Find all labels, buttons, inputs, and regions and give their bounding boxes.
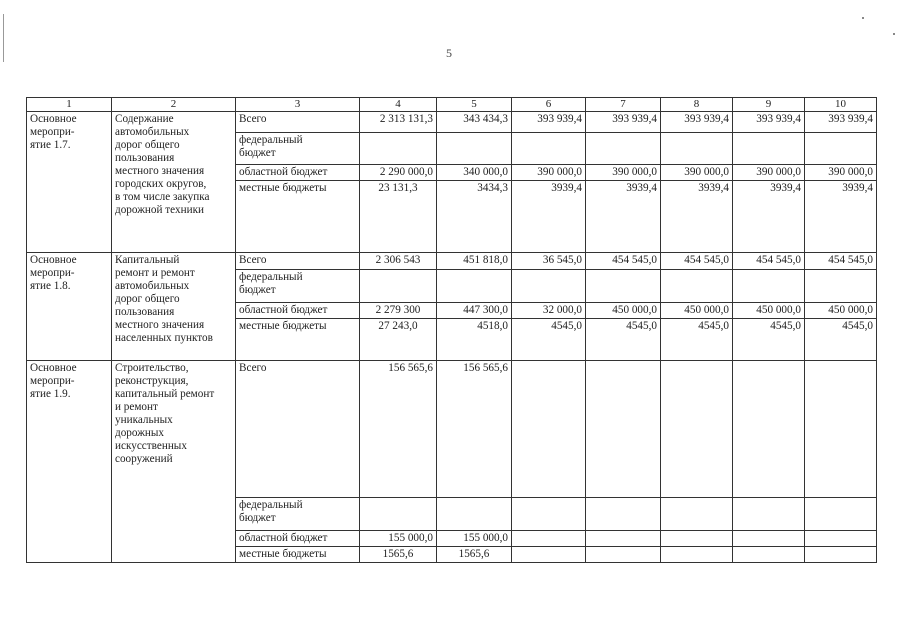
value-cell xyxy=(661,361,733,498)
source-label xyxy=(236,270,360,303)
value-cell xyxy=(586,361,661,498)
value-cell xyxy=(805,270,877,303)
measure-title-line: дорожной техники xyxy=(115,204,204,216)
value-cell: 4545,0 xyxy=(586,319,661,361)
measure-title-line: дорог общего xyxy=(115,139,180,151)
value-cell: 36 545,0 xyxy=(512,253,586,270)
source-label-line: федеральный xyxy=(239,134,303,146)
header-cell: 4 xyxy=(360,98,437,112)
header-cell: 6 xyxy=(512,98,586,112)
value-cell: 4545,0 xyxy=(512,319,586,361)
value-cell xyxy=(733,133,805,165)
measure-code-line: ятие 1.7. xyxy=(30,139,71,151)
value-cell xyxy=(512,270,586,303)
value-cell: 155 000,0 xyxy=(360,531,437,547)
scan-mark xyxy=(3,14,4,62)
source-label: местные бюджеты xyxy=(236,319,360,361)
table-row xyxy=(27,361,877,498)
value-cell xyxy=(586,547,661,563)
value-cell xyxy=(360,133,437,165)
value-cell: 3434,3 xyxy=(437,181,512,253)
value-cell xyxy=(661,531,733,547)
header-cell: 9 xyxy=(733,98,805,112)
measure-code-line: меропри- xyxy=(30,126,75,138)
measure-title-line: городских округов, xyxy=(115,178,207,190)
value-cell xyxy=(512,531,586,547)
measure-code-line: меропри- xyxy=(30,375,75,387)
value-cell: 23 131,3 xyxy=(360,181,437,253)
value-cell: 343 434,3 xyxy=(437,112,512,133)
value-cell: 2 313 131,3 xyxy=(360,112,437,133)
source-label: областной бюджет xyxy=(236,531,360,547)
header-cell: 10 xyxy=(805,98,877,112)
value-cell: 3939,4 xyxy=(512,181,586,253)
measure-title-line: и ремонт xyxy=(115,401,158,413)
source-label: областной бюджет xyxy=(236,165,360,181)
value-cell: 4545,0 xyxy=(661,319,733,361)
source-label-line: бюджет xyxy=(239,147,276,159)
value-cell xyxy=(805,361,877,498)
value-cell: 450 000,0 xyxy=(661,303,733,319)
measure-code-cell xyxy=(27,253,112,361)
value-cell xyxy=(586,133,661,165)
measure-code-line: Основное xyxy=(30,254,77,266)
measure-title-line: Капитальный xyxy=(115,254,180,266)
value-cell: 390 000,0 xyxy=(512,165,586,181)
value-cell: 4545,0 xyxy=(805,319,877,361)
measure-title-line: дорог общего xyxy=(115,293,180,305)
value-cell xyxy=(512,547,586,563)
value-cell: 393 939,4 xyxy=(733,112,805,133)
header-cell: 2 xyxy=(112,98,236,112)
value-cell xyxy=(586,531,661,547)
value-cell: 156 565,6 xyxy=(437,361,512,498)
value-cell: 447 300,0 xyxy=(437,303,512,319)
value-cell: 155 000,0 xyxy=(437,531,512,547)
value-cell xyxy=(586,270,661,303)
measure-title-line: Строительство, xyxy=(115,362,189,374)
value-cell: 27 243,0 xyxy=(360,319,437,361)
source-label: Всего xyxy=(236,361,360,498)
value-cell xyxy=(437,498,512,531)
source-label-line: бюджет xyxy=(239,284,276,296)
value-cell: 156 565,6 xyxy=(360,361,437,498)
value-cell xyxy=(512,361,586,498)
value-cell: 393 939,4 xyxy=(805,112,877,133)
value-cell: 454 545,0 xyxy=(661,253,733,270)
value-cell xyxy=(661,498,733,531)
source-label: Всего xyxy=(236,253,360,270)
value-cell: 450 000,0 xyxy=(805,303,877,319)
value-cell: 32 000,0 xyxy=(512,303,586,319)
measure-title-line: капитальный ремонт xyxy=(115,388,215,400)
measure-code-line: ятие 1.9. xyxy=(30,388,71,400)
table-row xyxy=(27,253,877,270)
value-cell xyxy=(661,270,733,303)
measure-title-line: пользования xyxy=(115,152,175,164)
value-cell: 451 818,0 xyxy=(437,253,512,270)
value-cell xyxy=(733,270,805,303)
measure-code-line: ятие 1.8. xyxy=(30,280,71,292)
measure-title-line: местного значения xyxy=(115,165,205,177)
budget-table xyxy=(26,97,877,563)
value-cell: 450 000,0 xyxy=(733,303,805,319)
value-cell: 2 290 000,0 xyxy=(360,165,437,181)
header-cell: 5 xyxy=(437,98,512,112)
value-cell xyxy=(805,498,877,531)
source-label xyxy=(236,133,360,165)
value-cell: 2 279 300 xyxy=(360,303,437,319)
value-cell xyxy=(661,133,733,165)
source-label: Всего xyxy=(236,112,360,133)
value-cell xyxy=(733,547,805,563)
value-cell xyxy=(805,547,877,563)
value-cell: 3939,4 xyxy=(586,181,661,253)
value-cell xyxy=(805,531,877,547)
source-label xyxy=(236,498,360,531)
measure-title-line: Содержание xyxy=(115,113,174,125)
value-cell xyxy=(733,498,805,531)
value-cell xyxy=(661,547,733,563)
value-cell: 393 939,4 xyxy=(512,112,586,133)
page-number: 5 xyxy=(446,46,452,60)
value-cell xyxy=(733,531,805,547)
measure-title-line: реконструкция, xyxy=(115,375,189,387)
value-cell xyxy=(512,133,586,165)
source-label-line: федеральный xyxy=(239,271,303,283)
value-cell: 4518,0 xyxy=(437,319,512,361)
measure-code-cell xyxy=(27,112,112,253)
measure-code-line: меропри- xyxy=(30,267,75,279)
source-label-line: федеральный xyxy=(239,499,303,511)
value-cell xyxy=(360,270,437,303)
measure-title-line: уникальных xyxy=(115,414,173,426)
value-cell xyxy=(360,498,437,531)
value-cell: 454 545,0 xyxy=(805,253,877,270)
source-label: областной бюджет xyxy=(236,303,360,319)
measure-title-cell xyxy=(112,361,236,563)
source-label: местные бюджеты xyxy=(236,181,360,253)
value-cell: 393 939,4 xyxy=(661,112,733,133)
value-cell: 390 000,0 xyxy=(586,165,661,181)
measure-title-line: автомобильных xyxy=(115,280,190,292)
value-cell: 450 000,0 xyxy=(586,303,661,319)
header-cell: 3 xyxy=(236,98,360,112)
measure-title-line: населенных пунктов xyxy=(115,332,213,344)
value-cell xyxy=(512,498,586,531)
value-cell: 454 545,0 xyxy=(586,253,661,270)
scan-dot xyxy=(862,17,864,19)
source-label-line: бюджет xyxy=(239,512,276,524)
value-cell: 340 000,0 xyxy=(437,165,512,181)
value-cell xyxy=(805,133,877,165)
measure-title-line: ремонт и ремонт xyxy=(115,267,195,279)
value-cell: 454 545,0 xyxy=(733,253,805,270)
header-cell: 1 xyxy=(27,98,112,112)
value-cell: 390 000,0 xyxy=(805,165,877,181)
measure-title-line: сооружений xyxy=(115,453,173,465)
scan-dot xyxy=(893,33,895,35)
measure-title-line: в том числе закупка xyxy=(115,191,210,203)
measure-title-line: пользования xyxy=(115,306,175,318)
measure-title-line: дорожных xyxy=(115,427,165,439)
header-cell: 8 xyxy=(661,98,733,112)
header-cell: 7 xyxy=(586,98,661,112)
measure-code-cell xyxy=(27,361,112,563)
value-cell: 393 939,4 xyxy=(586,112,661,133)
value-cell xyxy=(586,498,661,531)
measure-code-line: Основное xyxy=(30,113,77,125)
value-cell: 4545,0 xyxy=(733,319,805,361)
measure-title-cell xyxy=(112,112,236,253)
value-cell xyxy=(437,133,512,165)
value-cell: 390 000,0 xyxy=(733,165,805,181)
table-row xyxy=(27,112,877,133)
value-cell: 2 306 543 xyxy=(360,253,437,270)
header-row xyxy=(27,98,877,112)
value-cell: 1565,6 xyxy=(437,547,512,563)
value-cell: 3939,4 xyxy=(733,181,805,253)
value-cell: 3939,4 xyxy=(661,181,733,253)
measure-title-line: местного значения xyxy=(115,319,205,331)
value-cell: 1565,6 xyxy=(360,547,437,563)
measure-code-line: Основное xyxy=(30,362,77,374)
value-cell xyxy=(733,361,805,498)
value-cell xyxy=(437,270,512,303)
measure-title-cell xyxy=(112,253,236,361)
value-cell: 390 000,0 xyxy=(661,165,733,181)
measure-title-line: автомобильных xyxy=(115,126,190,138)
measure-title-line: искусственных xyxy=(115,440,187,452)
value-cell: 3939,4 xyxy=(805,181,877,253)
source-label: местные бюджеты xyxy=(236,547,360,563)
